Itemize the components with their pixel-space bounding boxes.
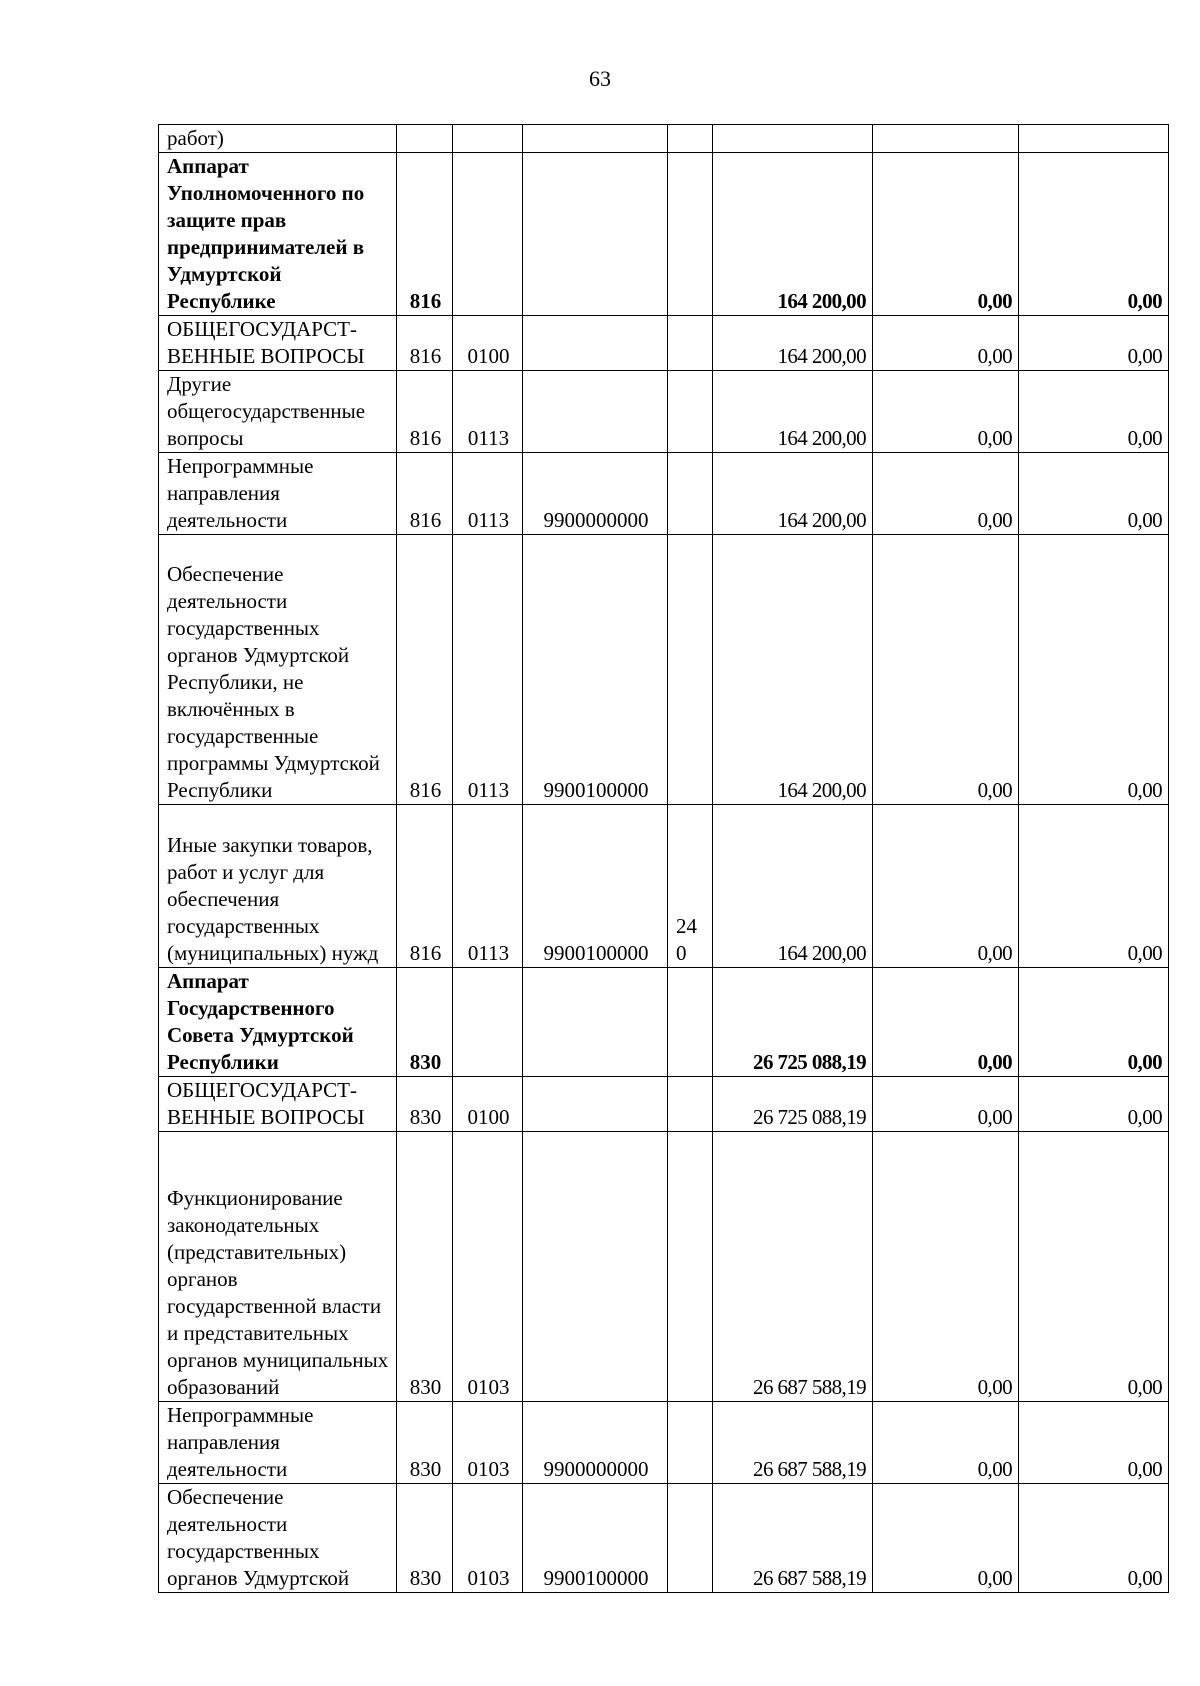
grbs-code-cell: 830 [397, 968, 453, 1077]
amount-year3-cell: 0,00 [1019, 968, 1169, 1077]
amount-year2-cell: 0,00 [873, 371, 1019, 453]
amount-year1-cell: 164 200,00 [713, 316, 873, 371]
amount-year3-cell: 0,00 [1019, 535, 1169, 805]
section-code-cell: 0113 [453, 371, 523, 453]
row-name-cell: Аппарат Уполномоченного по защите прав предпринимателей в Удмуртской Республике [159, 153, 397, 316]
amount-year1-cell: 164 200,00 [713, 371, 873, 453]
amount-year3-cell: 0,00 [1019, 453, 1169, 535]
target-article-cell: 9900000000 [523, 453, 668, 535]
table-row [159, 371, 1169, 453]
amount-year3-cell: 0,00 [1019, 1484, 1169, 1593]
target-article-cell [523, 125, 668, 153]
table-row [159, 125, 1169, 153]
row-name-cell: работ) [159, 125, 397, 153]
target-article-cell [523, 968, 668, 1077]
section-code-cell: 0113 [453, 805, 523, 968]
section-code-cell: 0103 [453, 1132, 523, 1402]
section-code-cell: 0100 [453, 316, 523, 371]
target-article-cell [523, 371, 668, 453]
grbs-code-cell: 816 [397, 805, 453, 968]
amount-year1-cell: 164 200,00 [713, 805, 873, 968]
row-name-cell: Непрограммные направления деятельности [159, 453, 397, 535]
expense-type-cell [668, 1132, 713, 1402]
expense-type-cell: 240 [668, 805, 713, 968]
row-name-cell: ОБЩЕГОСУДАРСТ-ВЕННЫЕ ВОПРОСЫ [159, 316, 397, 371]
amount-year1-cell: 26 725 088,19 [713, 1077, 873, 1132]
grbs-code-cell: 816 [397, 371, 453, 453]
row-name-cell: Обеспечение деятельности государственных органов Удмуртской Республики, не включённых в государственные программы Удмуртской Республики [159, 535, 397, 805]
grbs-code-cell: 830 [397, 1132, 453, 1402]
target-article-cell [523, 316, 668, 371]
grbs-code-cell: 830 [397, 1402, 453, 1484]
expense-type-cell [668, 153, 713, 316]
amount-year2-cell: 0,00 [873, 1402, 1019, 1484]
amount-year2-cell: 0,00 [873, 1132, 1019, 1402]
table-row [159, 805, 1169, 968]
section-code-cell [453, 153, 523, 316]
expense-type-cell [668, 1402, 713, 1484]
expense-type-cell [668, 1077, 713, 1132]
table-row [159, 1402, 1169, 1484]
amount-year2-cell [873, 125, 1019, 153]
table-row [159, 453, 1169, 535]
table-row [159, 1484, 1169, 1593]
section-code-cell: 0103 [453, 1484, 523, 1593]
grbs-code-cell: 830 [397, 1484, 453, 1593]
amount-year2-cell: 0,00 [873, 1077, 1019, 1132]
amount-year2-cell: 0,00 [873, 153, 1019, 316]
budget-table [158, 124, 1169, 1593]
amount-year2-cell: 0,00 [873, 1484, 1019, 1593]
expense-type-cell [668, 316, 713, 371]
grbs-code-cell: 830 [397, 1077, 453, 1132]
amount-year3-cell: 0,00 [1019, 371, 1169, 453]
amount-year3-cell: 0,00 [1019, 805, 1169, 968]
amount-year3-cell: 0,00 [1019, 1077, 1169, 1132]
amount-year1-cell [713, 125, 873, 153]
table-row [159, 1132, 1169, 1402]
row-name-cell: Функционирование законодательных (представительных) органов государственной власти и представительных органов муниципальных образований [159, 1132, 397, 1402]
target-article-cell: 9900100000 [523, 805, 668, 968]
target-article-cell: 9900100000 [523, 1484, 668, 1593]
amount-year1-cell: 26 725 088,19 [713, 968, 873, 1077]
table-row [159, 316, 1169, 371]
amount-year1-cell: 26 687 588,19 [713, 1132, 873, 1402]
target-article-cell [523, 1077, 668, 1132]
row-name-cell: Аппарат Государственного Совета Удмуртской Республики [159, 968, 397, 1077]
table-row [159, 968, 1169, 1077]
amount-year1-cell: 26 687 588,19 [713, 1402, 873, 1484]
row-name-cell: Обеспечение деятельности государственных органов Удмуртской [159, 1484, 397, 1593]
row-name-cell: Другие общегосударственные вопросы [159, 371, 397, 453]
amount-year2-cell: 0,00 [873, 805, 1019, 968]
amount-year2-cell: 0,00 [873, 316, 1019, 371]
grbs-code-cell [397, 125, 453, 153]
grbs-code-cell: 816 [397, 153, 453, 316]
section-code-cell: 0100 [453, 1077, 523, 1132]
row-name-cell: ОБЩЕГОСУДАРСТ-ВЕННЫЕ ВОПРОСЫ [159, 1077, 397, 1132]
amount-year3-cell: 0,00 [1019, 1132, 1169, 1402]
expense-type-cell [668, 968, 713, 1077]
grbs-code-cell: 816 [397, 535, 453, 805]
amount-year1-cell: 26 687 588,19 [713, 1484, 873, 1593]
table-row [159, 153, 1169, 316]
expense-type-cell [668, 125, 713, 153]
target-article-cell: 9900000000 [523, 1402, 668, 1484]
amount-year2-cell: 0,00 [873, 535, 1019, 805]
amount-year3-cell [1019, 125, 1169, 153]
grbs-code-cell: 816 [397, 453, 453, 535]
table-row [159, 535, 1169, 805]
expense-type-cell [668, 1484, 713, 1593]
section-code-cell: 0113 [453, 535, 523, 805]
target-article-cell [523, 1132, 668, 1402]
amount-year1-cell: 164 200,00 [713, 453, 873, 535]
target-article-cell: 9900100000 [523, 535, 668, 805]
expense-type-cell [668, 371, 713, 453]
table-row [159, 1077, 1169, 1132]
amount-year2-cell: 0,00 [873, 453, 1019, 535]
amount-year1-cell: 164 200,00 [713, 535, 873, 805]
amount-year3-cell: 0,00 [1019, 153, 1169, 316]
amount-year2-cell: 0,00 [873, 968, 1019, 1077]
expense-type-cell [668, 535, 713, 805]
grbs-code-cell: 816 [397, 316, 453, 371]
amount-year1-cell: 164 200,00 [713, 153, 873, 316]
section-code-cell: 0113 [453, 453, 523, 535]
amount-year3-cell: 0,00 [1019, 1402, 1169, 1484]
section-code-cell [453, 125, 523, 153]
section-code-cell: 0103 [453, 1402, 523, 1484]
row-name-cell: Непрограммные направления деятельности [159, 1402, 397, 1484]
amount-year3-cell: 0,00 [1019, 316, 1169, 371]
expense-type-cell [668, 453, 713, 535]
target-article-cell [523, 153, 668, 316]
section-code-cell [453, 968, 523, 1077]
row-name-cell: Иные закупки товаров, работ и услуг для обеспечения государственных (муниципальных) нужд [159, 805, 397, 968]
page-number: 63 [589, 66, 611, 91]
table-body [159, 125, 1169, 1593]
